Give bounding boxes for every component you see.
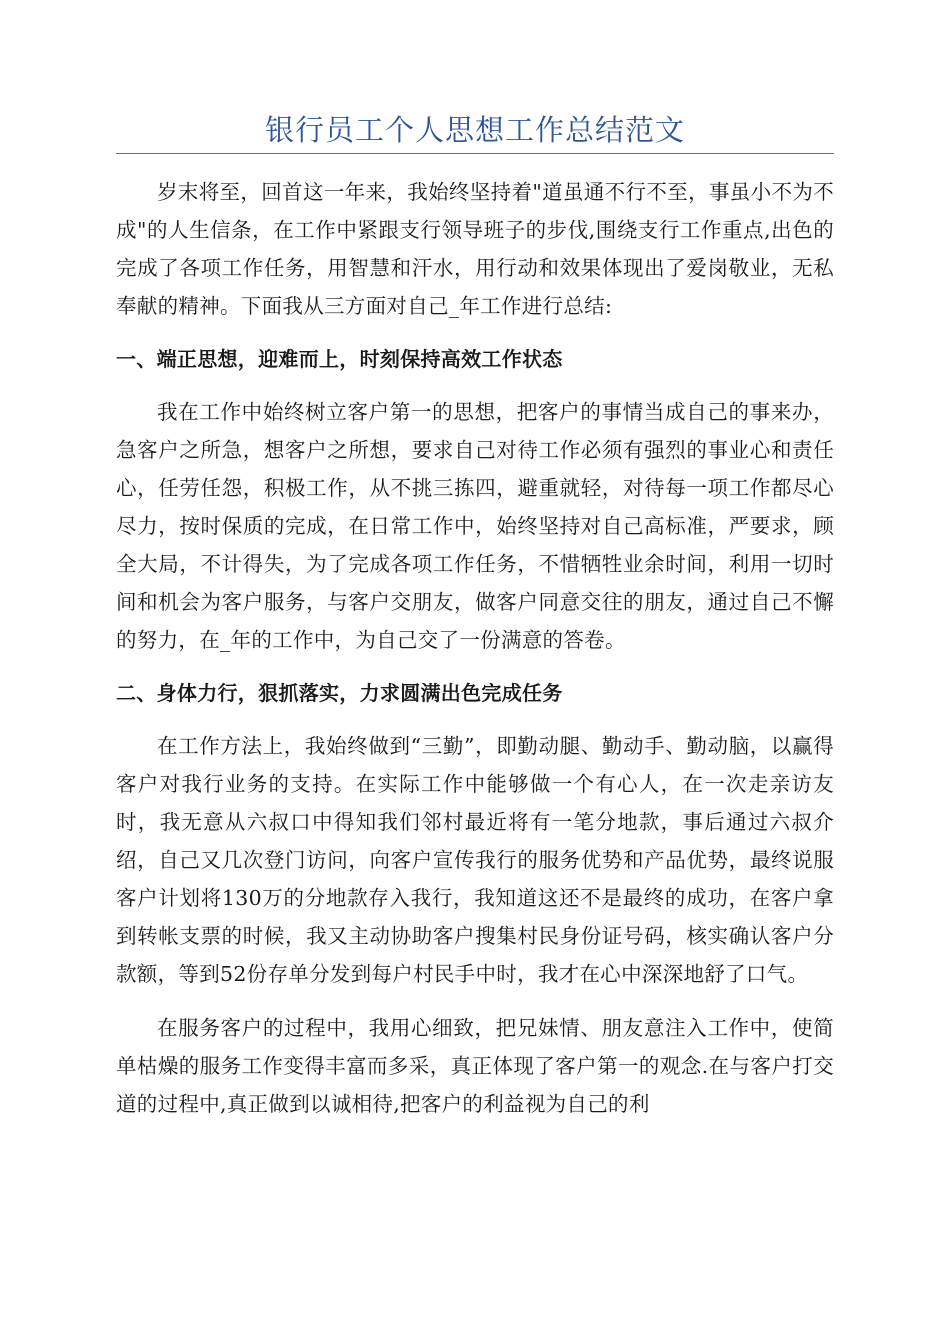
intro-paragraph: 岁末将至，回首这一年来，我始终坚持着"道虽通不行不至，事虽小不为不成"的人生信条，在工作中紧跟支行领导班子的步伐,围绕支行工作重点,出色的完成了各项工作任务，用智慧和汗水，用行动和效果体现出了爱岗敬业，无私奉献的精神。下面我从三方面对自己_年工作进行总结: [116,180,834,318]
section-2-paragraph-1: 在工作方法上，我始终做到“三勤”，即勤动腿、勤动手、勤动脑，以赢得客户对我行业务的支持。在实际工作中能够做一个有心人，在一次走亲访友时，我无意从六叔口中得知我们邻村最近将有一笔分地款，事后通过六叔介绍，自己又几次登门访问，向客户宣传我行的服务优势和产品优势，最终说服客户计划将130万的分地款存入我行，我知道这还不是最终的成功，在客户拿到转帐支票的时候，我又主动协助客户搜集村民身份证号码，核实确认客户分款额，等到52份存单分发到每户村民手中时，我才在心中深深地舒了口气。 [116,734,834,986]
section-2-heading: 二、身体力行，狠抓落实，力求圆满出色完成任务 [116,681,563,705]
section-1-paragraph: 我在工作中始终树立客户第一的思想，把客户的事情当成自己的事来办，急客户之所急，想客户之所想，要求自己对待工作必须有强烈的事业心和责任心，任劳任怨，积极工作，从不挑三拣四，避重就轻，对待每一项工作都尽心尽力，按时保质的完成，在日常工作中，始终坚持对自己高标准，严要求，顾全大局，不计得失，为了完成各项工作任务，不惜牺牲业余时间，利用一切时间和机会为客户服务，与客户交朋友，做客户同意交往的朋友，通过自己不懈的努力，在_年的工作中，为自己交了一份满意的答卷。 [116,400,834,652]
section-2-paragraph-2: 在服务客户的过程中，我用心细致，把兄妹情、朋友意注入工作中，使简单枯燥的服务工作变得丰富而多采，真正体现了客户第一的观念.在与客户打交道的过程中,真正做到以诚相待,把客户的利益视为自己的利 [116,1016,834,1116]
title-underline [116,153,834,154]
document-body [116,173,834,1139]
document-title: 银行员工个人思想工作总结范文 [264,113,685,147]
section-1-heading: 一、端正思想，迎难而上，时刻保持高效工作状态 [116,347,563,371]
